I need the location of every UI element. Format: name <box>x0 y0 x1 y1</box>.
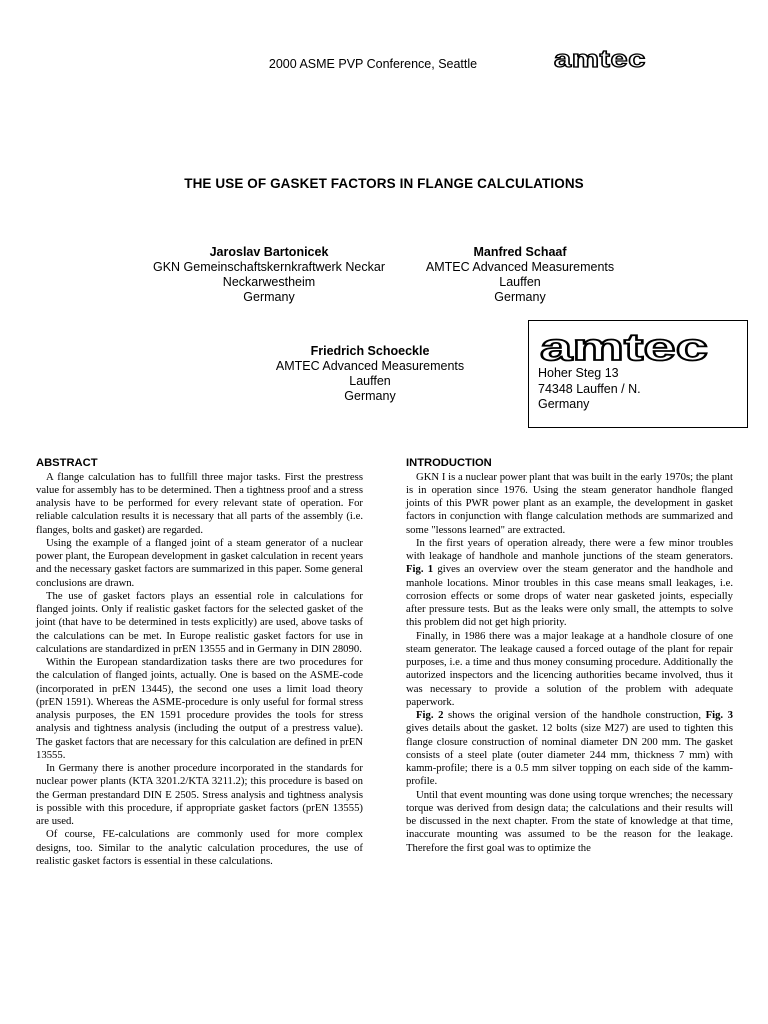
paragraph-text: shows the original version of the handhole construction, <box>443 709 706 721</box>
paragraph-text: gives details about the gasket. 12 bolts (size M27) are used to tighten this flange closure construction of nominal diameter DN 200 mm. The gasket consists of a steel plate (outer diameter 244 mm, thickness 7 mm) with kamm-profile; there is a 0.5 mm silver topping on each side of the kamm-profile. <box>406 722 733 788</box>
paper-title: THE USE OF GASKET FACTORS IN FLANGE CALCULATIONS <box>184 176 584 191</box>
author-country: Germany <box>344 389 396 403</box>
author-block <box>228 344 512 404</box>
amtec-logo-large <box>538 331 710 365</box>
author-block <box>385 245 655 305</box>
amtec-logo <box>553 48 647 72</box>
abstract-column <box>36 457 363 868</box>
abstract-paragraph: Using the example of a flanged joint of a steam generator of a nuclear power plant, the European development in gasket calculation in recent years and the necessary gasket factors are summarized in this paper. Some general conclusions are drawn. <box>36 536 363 589</box>
introduction-paragraph: Finally, in 1986 there was a major leakage at a handhole closure of one steam generator. The leakage caused a forced outage of the plant for repair purposes, i.e. a time and thus money consuming procedure. Additionally the autorized inspectors and the licencing authorities became involved, thus it was necessary to provide a solution of the problem with adequate paperwork. <box>406 629 733 708</box>
author-affiliation: AMTEC Advanced Measurements <box>275 359 465 373</box>
author-name: Manfred Schaaf <box>473 245 567 259</box>
abstract-paragraph: A flange calculation has to fullfill three major tasks. First the prestress value for assembly has to be determined. Then a tightness proof and a stress analysis have to be performed for every relevant state of operation. For reliable calculation results it is necessary that all parts of the assembly (i.e. flanges, bolts and gasket) are regarded. <box>36 470 363 536</box>
conference-header: 2000 ASME PVP Conference, Seattle <box>268 57 478 71</box>
figure-reference: Fig. 2 <box>416 709 444 721</box>
introduction-paragraph: Until that event mounting was done using torque wrenches; the necessary torque was derived from design data; the calculations and their results will be discussed in the next chapter. From the state of knowledge at that time, inaccurate mounting was assumed to be the reason for the leakage. Therefore the first goal was to optimize the <box>406 788 733 854</box>
address-street: Hoher Steg 13 <box>538 366 619 380</box>
author-name: Jaroslav Bartonicek <box>209 245 329 259</box>
introduction-paragraph <box>406 709 733 789</box>
abstract-paragraph: In Germany there is another procedure incorporated in the standards for nuclear power plants (KTA 3201.2/KTA 3211.2); this procedure is based on the German prestandard DIN E 2505. Stress analysis and tightness analysis is possible with this procedure, if appropriate gasket factors (prEN 13555) are used. <box>36 762 363 827</box>
author-city: Neckarwestheim <box>222 275 316 289</box>
address-country: Germany <box>538 397 590 411</box>
abstract-heading: ABSTRACT <box>36 457 98 469</box>
abstract-paragraph: Within the European standardization tasks there are two procedures for the calculation of flanged joints, actually. One is based on the ASME-code (incorporated in prEN 13445), the second one uses a limit load theory (prEN 1591). Whereas the ASME-procedure is only useful for formal stress analysis purposes, the EN 1591 procedure provides the tools for stress analysis and tightness analysis (including the output of a prestress value). The gasket factors that are necessary for this calculation are defined in prEN 13555. <box>36 656 364 761</box>
introduction-column <box>406 457 733 855</box>
author-affiliation: AMTEC Advanced Measurements <box>425 260 615 274</box>
author-city: Lauffen <box>499 275 541 289</box>
address-city: 74348 Lauffen / N. <box>538 381 641 396</box>
figure-reference: Fig. 1 <box>406 563 434 576</box>
abstract-paragraph: Of course, FE-calculations are commonly used for more complex designs, too. Similar to the analytic calculation procedures, the use of realistic gasket factors is essential in these calculations. <box>36 828 363 867</box>
author-country: Germany <box>243 290 295 304</box>
company-address <box>538 366 641 413</box>
paragraph-text: gives an overview over the steam generator and the handhole and manhole locations. Minor troubles in this case means small leakages, i.e. corrosion effects or some drops of water near gasketed joints, especially after pressure tests. But as the leaks were only small, the attempts to solve this problem did not get high priority. <box>406 563 733 629</box>
author-city: Lauffen <box>349 374 391 388</box>
address-box <box>528 320 748 428</box>
introduction-paragraph <box>406 537 733 630</box>
amtec-logo-large-text: amtec <box>540 331 708 365</box>
author-name: Friedrich Schoeckle <box>310 344 430 358</box>
amtec-logo-text: amtec <box>554 48 646 72</box>
paragraph-text: In the first years of operation already, there were a few minor troubles with leakage of handhole and manhole junctions of the steam generators. <box>406 536 733 562</box>
figure-reference: Fig. 3 <box>705 709 734 721</box>
author-country: Germany <box>494 290 546 304</box>
introduction-heading: INTRODUCTION <box>406 457 492 469</box>
introduction-paragraph: GKN I is a nuclear power plant that was built in the early 1970s; the plant is in operation since 1976. Using the steam generator handhole flanged joints of this PWR power plant as an example, the development in gasket factors in conjunction with flange calculation methods are summarized and some "lessons learned" are extracted. <box>406 470 733 536</box>
author-affiliation: GKN Gemeinschaftskernkraftwerk Neckar <box>152 260 385 274</box>
abstract-paragraph: The use of gasket factors plays an essential role in calculations for flanged joints. Only if realistic gasket factors for the selected gasket of the joint (that have to be determined in tests explicitly) are used, above tasks of the calculations can be met. In Europe realistic gasket factors for use in calculations are standardized in prEN 13555 and in Germany in DIN 28090. <box>36 589 363 655</box>
